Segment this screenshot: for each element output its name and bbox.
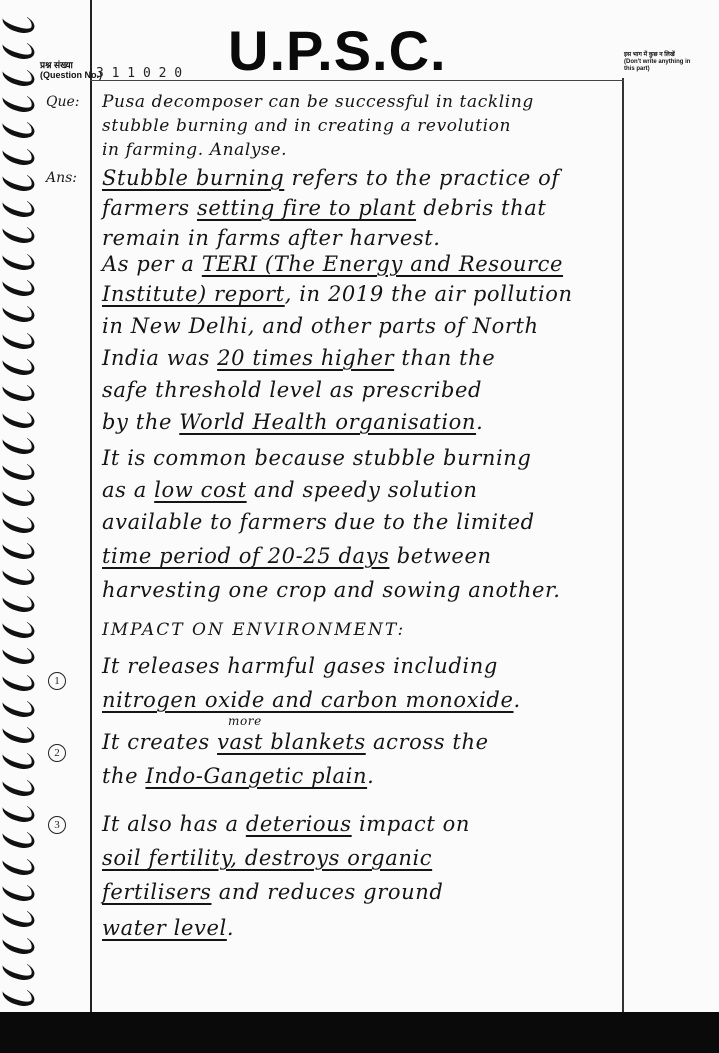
answer-line xyxy=(102,446,531,470)
text-fragment: It creates xyxy=(102,730,218,754)
text-fragment: . xyxy=(476,410,484,434)
answer-line xyxy=(102,226,441,250)
text-fragment: safe threshold level as prescribed xyxy=(102,378,483,402)
spiral-ring xyxy=(0,325,37,352)
text-fragment: available to farmers due to the limited xyxy=(102,510,535,534)
text-fragment: It releases harmful gases including xyxy=(102,654,498,678)
text-fragment: by the xyxy=(102,410,180,434)
underlined-phrase: Stubble burning xyxy=(102,166,285,190)
text-fragment: farmers xyxy=(102,196,197,220)
answer-line xyxy=(102,410,483,434)
underlined-phrase: deterious xyxy=(245,812,352,836)
text-fragment: It also has a xyxy=(102,812,246,836)
spiral-ring xyxy=(0,693,37,720)
spiral-ring xyxy=(0,62,37,89)
text-fragment: , in 2019 the air pollution xyxy=(284,282,573,306)
spiral-ring xyxy=(0,904,37,931)
spiral-ring xyxy=(0,641,37,668)
inserted-word: more xyxy=(228,714,262,728)
spiral-ring xyxy=(0,719,37,746)
spiral-ring xyxy=(0,667,37,694)
text-fragment: and reduces ground xyxy=(211,880,444,904)
underlined-phrase: vast blankets xyxy=(217,730,366,754)
underlined-phrase: water level xyxy=(102,916,227,940)
question-number-value: 3 1 1 0 2 0 xyxy=(96,66,183,81)
spiral-ring xyxy=(0,9,37,36)
question-number-label xyxy=(40,60,102,80)
spiral-ring xyxy=(0,299,37,326)
question-line: stubble burning and in creating a revolution xyxy=(102,116,512,136)
spiral-ring xyxy=(0,588,37,615)
spiral-ring xyxy=(0,456,37,483)
answer-line xyxy=(102,578,561,602)
margin-note xyxy=(624,52,694,73)
answer-line xyxy=(102,378,482,402)
spiral-ring xyxy=(0,798,37,825)
spiral-ring xyxy=(0,851,37,878)
text-fragment: . xyxy=(226,916,235,940)
underlined-phrase: fertilisers xyxy=(102,880,212,904)
spiral-ring xyxy=(0,956,37,983)
answer-line xyxy=(102,252,563,276)
text-fragment: harvesting one crop and sowing another. xyxy=(102,578,561,602)
spiral-ring xyxy=(0,930,37,957)
answer-line xyxy=(102,478,478,502)
answer-line xyxy=(102,196,546,220)
point-line xyxy=(102,688,521,712)
answer-line xyxy=(102,314,539,338)
point-line xyxy=(102,846,432,870)
text-fragment: in New Delhi, and other parts of North xyxy=(102,314,539,338)
text-fragment: India was xyxy=(102,346,218,370)
spiral-ring xyxy=(0,535,37,562)
underlined-phrase: nitrogen oxide and carbon monoxide xyxy=(102,688,514,712)
answer-line xyxy=(102,544,492,568)
margin-note-english: (Don't write anything in this part) xyxy=(624,59,691,72)
page-title: U.P.S.C. xyxy=(228,19,447,82)
underlined-phrase: time period of 20-25 days xyxy=(102,544,390,568)
text-fragment: . xyxy=(367,764,375,788)
text-fragment: It is common because stubble burning xyxy=(102,446,532,470)
point-line xyxy=(102,812,470,836)
spiral-ring xyxy=(0,378,37,405)
answer-line xyxy=(102,282,573,306)
spiral-ring xyxy=(0,36,37,63)
margin-rule-left xyxy=(90,0,92,1012)
underlined-phrase: TERI (The Energy and Resource xyxy=(201,252,564,276)
margin-note-hindi: इस भाग में कुछ न लिखें xyxy=(624,52,675,58)
answer-label: Ans: xyxy=(46,170,78,186)
question-line: in farming. Analyse. xyxy=(102,140,288,160)
point-line xyxy=(102,916,234,940)
answer-line xyxy=(102,510,535,534)
spiral-ring xyxy=(0,614,37,641)
margin-rule-right xyxy=(622,78,624,1012)
question-number-label-hindi: प्रश्न संख्या xyxy=(40,60,73,70)
spiral-ring xyxy=(0,246,37,273)
point-line xyxy=(102,730,489,754)
spiral-ring xyxy=(0,982,37,1009)
underlined-phrase: Institute) report xyxy=(102,282,285,306)
text-fragment: the xyxy=(102,764,146,788)
spiral-ring xyxy=(0,430,37,457)
spiral-binding xyxy=(0,0,38,1012)
underlined-phrase: World Health organisation xyxy=(179,410,477,434)
spiral-ring xyxy=(0,483,37,510)
text-fragment: remain in farms after harvest. xyxy=(102,226,441,250)
point-line xyxy=(102,654,498,678)
spiral-ring xyxy=(0,167,37,194)
answer-line xyxy=(102,166,560,190)
spiral-ring xyxy=(0,562,37,589)
spiral-ring xyxy=(0,746,37,773)
underlined-phrase: Indo-Gangetic plain xyxy=(145,764,368,788)
text-fragment: As per a xyxy=(102,252,202,276)
text-fragment: as a xyxy=(102,478,155,502)
spiral-ring xyxy=(0,141,37,168)
spiral-ring xyxy=(0,115,37,142)
text-fragment: between xyxy=(389,544,492,568)
point-line xyxy=(102,880,443,904)
text-fragment: than the xyxy=(394,346,496,370)
answer-line xyxy=(102,346,495,370)
text-fragment: debris that xyxy=(416,196,547,220)
spiral-ring xyxy=(0,509,37,536)
text-fragment: impact on xyxy=(351,812,470,836)
text-fragment: and speedy solution xyxy=(246,478,478,502)
spiral-ring xyxy=(0,404,37,431)
spiral-ring xyxy=(0,351,37,378)
underlined-phrase: low cost xyxy=(154,478,247,502)
spiral-ring xyxy=(0,877,37,904)
text-fragment: across the xyxy=(365,730,489,754)
bottom-dark-band xyxy=(36,1012,719,1053)
underlined-phrase: 20 times higher xyxy=(217,346,395,370)
point-number-badge: 2 xyxy=(48,744,66,762)
underlined-phrase: soil fertility, destroys organic xyxy=(102,846,433,870)
point-number-badge: 3 xyxy=(48,816,66,834)
impact-heading: IMPACT ON ENVIRONMENT: xyxy=(102,620,406,640)
question-line: Pusa decomposer can be successful in tackling xyxy=(102,92,534,112)
question-number-label-english: (Question No.) xyxy=(40,70,102,80)
spiral-ring xyxy=(0,825,37,852)
spiral-ring xyxy=(0,88,37,115)
spiral-ring xyxy=(0,772,37,799)
point-line xyxy=(102,764,374,788)
spiral-ring xyxy=(0,272,37,299)
spiral-ring xyxy=(0,193,37,220)
point-number-badge: 1 xyxy=(48,672,66,690)
question-label: Que: xyxy=(46,94,80,110)
underlined-phrase: setting fire to plant xyxy=(196,196,417,220)
text-fragment: refers to the practice of xyxy=(284,166,560,190)
text-fragment: . xyxy=(513,688,521,712)
spiral-ring xyxy=(0,220,37,247)
